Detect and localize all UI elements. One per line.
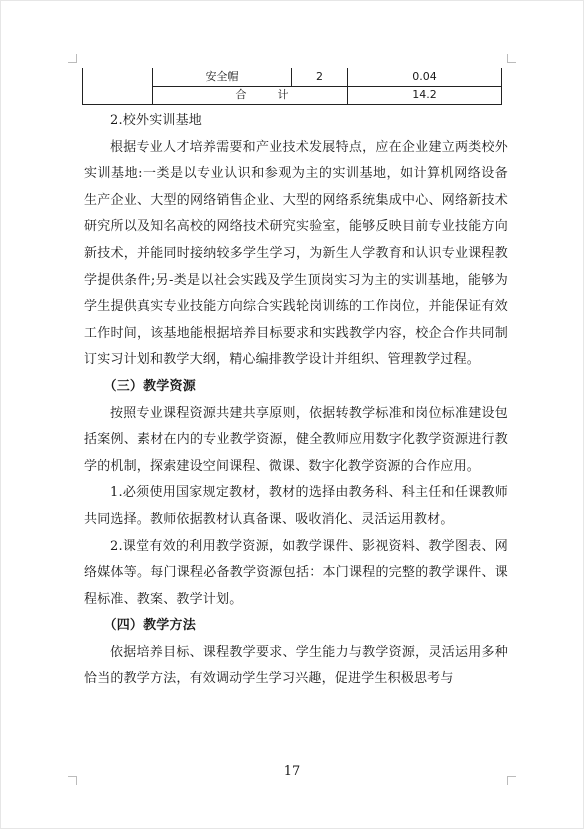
table-total-label-ji: 计 bbox=[277, 88, 289, 101]
table-total-value: 14.2 bbox=[412, 88, 437, 101]
table-total-label-he: 合 bbox=[235, 88, 247, 101]
table-cell-qty: 2 bbox=[316, 70, 323, 83]
section-2-body: 根据专业人才培养需要和产业技术发展特点，应在企业建立两类校外实训基地:一类是以专业认识和参观为主的实训基地，如计算机网络设备生产企业、大型的网络销售企业、大型的网络系统集成中心、网络新技术研究所以及知名高校的网络技术研究实验室，能够反映目前专业技能方向新技术，并能同时接纳较多学生学习，为新生人学教育和认识专业课程教学提供条件;另-类是以社会实践及学生顶岗实习为主的实训基地，能够为学生提供真实专业技能方向综合实践轮岗训练的工作岗位，并能保证有效工作时间，该基地能根据培养目标要求和实践教学内容，校企合作共同制订实习计划和教学大纲，精心编排教学设计并组织、管理教学过程。 bbox=[84, 139, 508, 368]
section-3-heading: （三）教学资源 bbox=[103, 378, 196, 394]
crop-mark bbox=[68, 54, 77, 63]
table-cell-item: 安全帽 bbox=[205, 70, 239, 83]
resources-item-2: 2.课堂有效的利用教学资源，如教学课件、影视资料、教学图表、网络媒体等。每门课程必备教学资源包括：本门课程的完整的教学课件、课程标准、教案、教学计划。 bbox=[84, 538, 508, 607]
table-cell-value: 0.04 bbox=[412, 70, 437, 83]
resources-intro: 按照专业课程资源共建共享原则，依据转教学标准和岗位标准建设包括案例、素材在内的专业教学资源，健全教师应用数字化教学资源进行教学的机制，探索建设空间课程、微课、数字化教学资源的合作应用。 bbox=[84, 405, 508, 474]
resources-item-1: 1.必须使用国家规定教材，教材的选择由教务科、科主任和任课教师共同选择。教师依据教材认真备课、吸收消化、灵活运用教材。 bbox=[84, 485, 508, 527]
methods-body: 依据培养目标、课程教学要求、学生能力与教学资源，灵活运用多种恰当的教学方法，有效调动学生学习兴趣，促进学生积极思考与 bbox=[84, 644, 508, 687]
section-2-title: 2.校外实训基地 bbox=[110, 113, 203, 128]
equipment-table-fragment bbox=[82, 68, 502, 105]
page-number: 17 bbox=[283, 764, 301, 779]
crop-mark bbox=[507, 54, 516, 63]
section-4-heading: （四）教学方法 bbox=[103, 618, 196, 634]
body-text bbox=[84, 108, 508, 693]
